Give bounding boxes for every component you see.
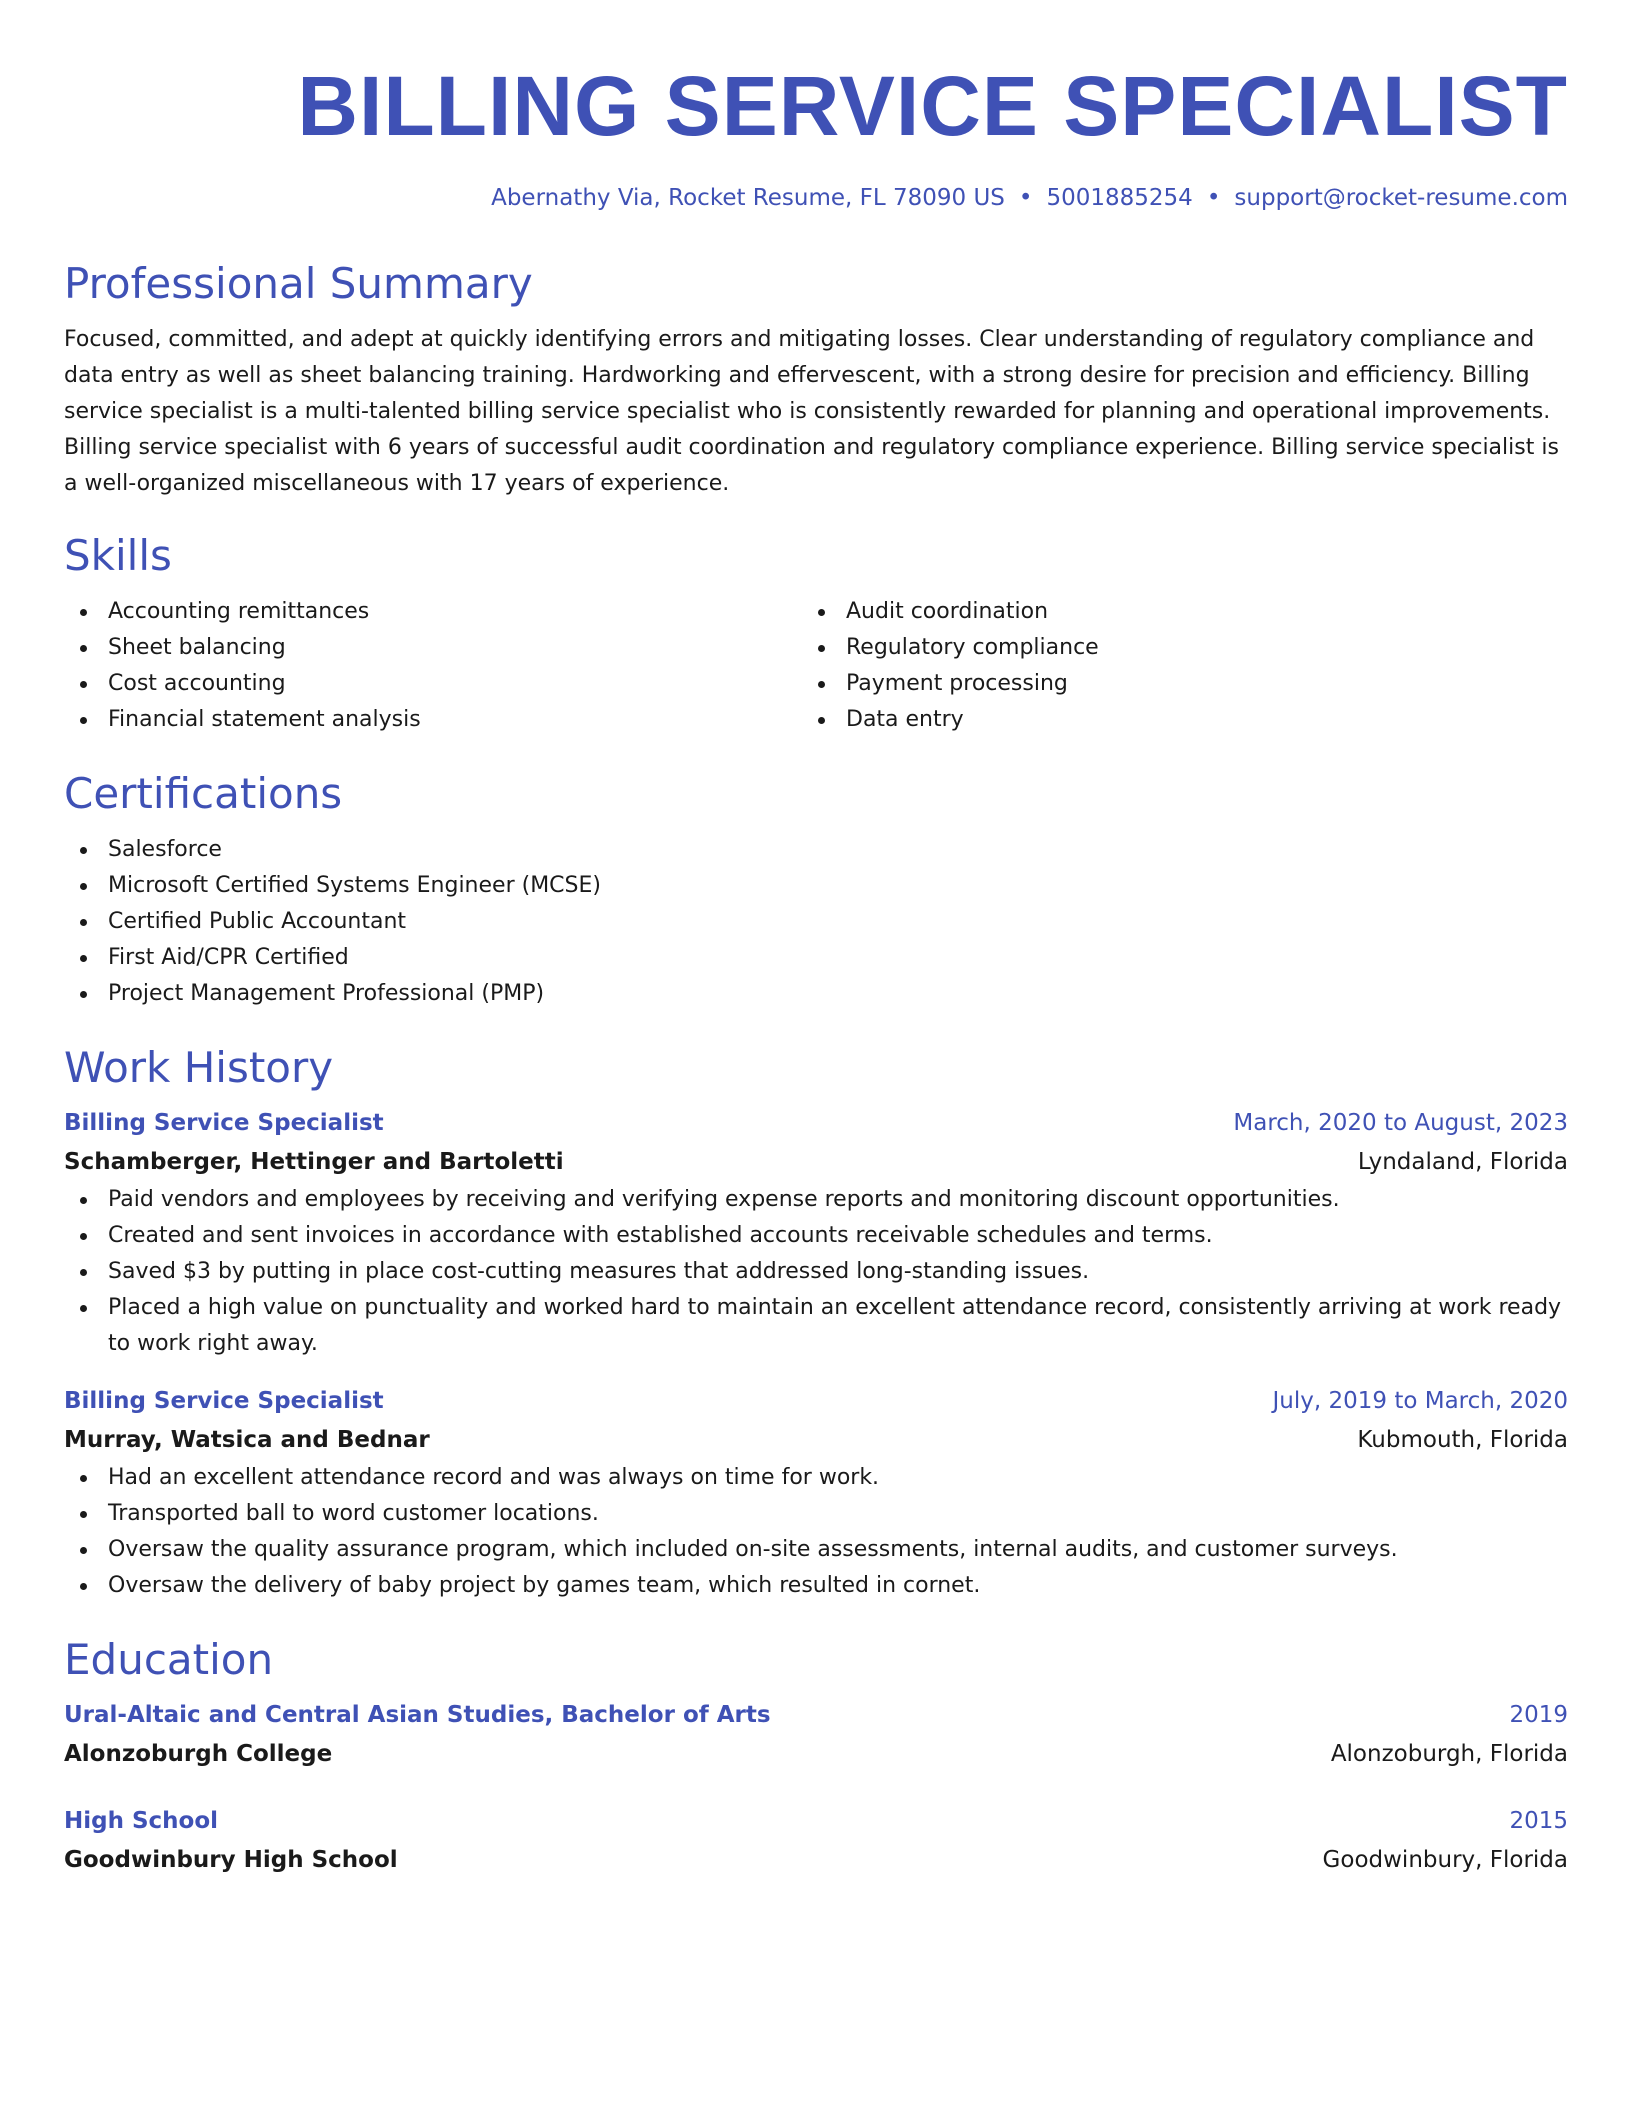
job-subheader: [64, 1142, 1568, 1182]
skills-column-left: [64, 594, 802, 738]
job-header: [64, 1382, 1568, 1420]
job-dates: July, 2019 to March, 2020: [1272, 1388, 1568, 1414]
job-header: [64, 1104, 1568, 1142]
job-bullet: Paid vendors and employees by receiving and verifying expense reports and monitoring discount opportunities.: [64, 1182, 1568, 1218]
job-bullet: Transported ball to word customer locations.: [64, 1496, 1568, 1532]
job-company: Schamberger, Hettinger and Bartoletti: [64, 1149, 564, 1175]
job-location: Kubmouth, Florida: [1357, 1427, 1568, 1453]
skill-item: Accounting remittances: [64, 594, 802, 630]
certifications-list: [64, 832, 1568, 1012]
education-school: Goodwinbury High School: [64, 1847, 398, 1873]
job-title: Billing Service Specialist: [64, 1110, 384, 1136]
job-subheader: [64, 1420, 1568, 1460]
education-year: 2019: [1509, 1702, 1568, 1728]
education-year: 2015: [1509, 1808, 1568, 1834]
skill-item: Payment processing: [802, 666, 1540, 702]
skills-list: [64, 594, 1568, 738]
skills-column-right: [802, 594, 1540, 738]
job-bullet: Had an excellent attendance record and was always on time for work.: [64, 1460, 1568, 1496]
education-school: Alonzoburgh College: [64, 1741, 333, 1767]
job-entry: [64, 1382, 1568, 1604]
job-location: Lyndaland, Florida: [1357, 1149, 1568, 1175]
job-title: Billing Service Specialist: [64, 1388, 384, 1414]
certification-item: Project Management Professional (PMP): [64, 976, 1568, 1012]
job-bullet: Placed a high value on punctuality and worked hard to maintain an excellent attendance record, consistently arriving at work ready to work right away.: [64, 1290, 1568, 1362]
section-title-education: Education: [64, 1635, 274, 1684]
contact-address: Abernathy Via, Rocket Resume, FL 78090 US: [491, 185, 1005, 211]
job-dates: March, 2020 to August, 2023: [1233, 1110, 1568, 1136]
job-entry: [64, 1104, 1568, 1362]
job-bullet: Oversaw the quality assurance program, which included on-site assessments, internal audits, and customer surveys.: [64, 1532, 1568, 1568]
job-bullets: [64, 1460, 1568, 1604]
section-title-skills: Skills: [64, 531, 172, 580]
education-location: Alonzoburgh, Florida: [1330, 1741, 1568, 1767]
contact-separator: •: [1206, 185, 1221, 211]
contact-line: [64, 182, 1568, 214]
skill-item: Audit coordination: [802, 594, 1540, 630]
job-bullet: Oversaw the delivery of baby project by games team, which resulted in cornet.: [64, 1568, 1568, 1604]
skill-item: Data entry: [802, 702, 1540, 738]
skill-item: Sheet balancing: [64, 630, 802, 666]
education-subheader: [64, 1734, 1568, 1774]
education-header: [64, 1696, 1568, 1734]
contact-email[interactable]: support@rocket-resume.com: [1234, 185, 1568, 211]
education-header: [64, 1802, 1568, 1840]
certification-item: Salesforce: [64, 832, 1568, 868]
certification-item: Certified Public Accountant: [64, 904, 1568, 940]
summary-text: Focused, committed, and adept at quickly identifying errors and mitigating losses. Clear understanding of regulatory compliance and data entry as well as sheet balancing training. Hardworking and effervescent, with a strong desire for precision and efficiency. Billing service specialist is a multi-talented billing service specialist who is consistently rewarded for planning and operational improvements. Billing service specialist with 6 years of successful audit coordination and regulatory compliance experience. Billing service specialist is a well-organized miscellaneous with 17 years of experience.: [64, 327, 1559, 496]
resume-name: BILLING SERVICE SPECIALIST: [297, 59, 1568, 153]
contact-separator: •: [1018, 185, 1033, 211]
skill-item: Regulatory compliance: [802, 630, 1540, 666]
education-degree: Ural-Altaic and Central Asian Studies, Bachelor of Arts: [64, 1702, 771, 1728]
education-entry: [64, 1696, 1568, 1774]
job-bullets: [64, 1182, 1568, 1362]
section-title-certifications: Certifications: [64, 769, 343, 818]
job-bullet: Created and sent invoices in accordance with established accounts receivable schedules and terms.: [64, 1218, 1568, 1254]
education-degree: High School: [64, 1808, 219, 1834]
job-company: Murray, Watsica and Bednar: [64, 1427, 430, 1453]
section-title-work-history: Work History: [64, 1043, 334, 1092]
job-bullet: Saved $3 by putting in place cost-cutting measures that addressed long-standing issues.: [64, 1254, 1568, 1290]
certification-item: Microsoft Certified Systems Engineer (MCSE): [64, 868, 1568, 904]
certification-item: First Aid/CPR Certified: [64, 940, 1568, 976]
contact-phone: 5001885254: [1046, 185, 1193, 211]
education-subheader: [64, 1840, 1568, 1880]
skill-item: Cost accounting: [64, 666, 802, 702]
education-location: Goodwinbury, Florida: [1322, 1847, 1568, 1873]
section-title-summary: Professional Summary: [64, 259, 533, 308]
skill-item: Financial statement analysis: [64, 702, 802, 738]
education-entry: [64, 1802, 1568, 1880]
